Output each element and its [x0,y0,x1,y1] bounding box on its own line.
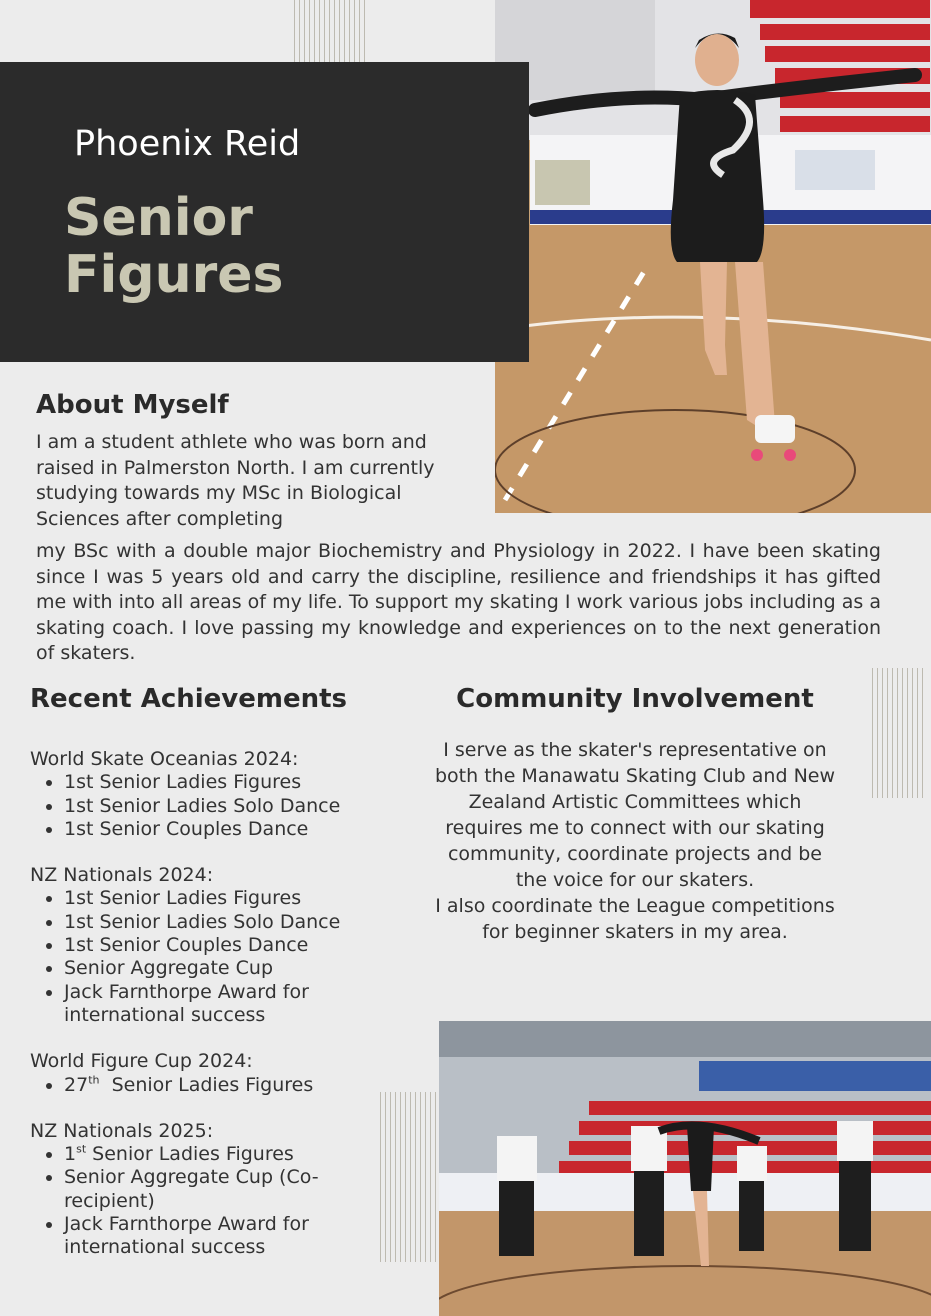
achievement-item: • Senior Aggregate Cup (Co-recipient) [64,1166,390,1213]
stripe-line [882,668,883,798]
stripe-line [922,668,923,798]
achievement-place: 1 [64,1143,77,1166]
achievement-items [30,1143,390,1259]
achievement-item [64,1143,390,1166]
achievement-group-title: World Figure Cup 2024: [30,1050,253,1073]
community-text [432,737,838,945]
achievement-event: Senior Ladies Figures [99,1073,314,1096]
about-paragraph-bottom: my BSc with a double major Biochemistry and Physiology in 2022. I have been skating since I was 5 years old and carry the discipline, resilience and friendships it has gifted me with into all areas of my life. To support my skating I work various jobs including as a skating coach. I love passing my knowledge and experiences on to the next generation of skaters. [36,540,881,664]
achievement-item: • 1st Senior Couples Dance [64,934,390,957]
stripe-line [907,668,908,798]
skater-judges-photo [439,1021,931,1316]
discipline-title [64,190,283,304]
achievement-group [30,748,390,841]
achievement-group-title: World Skate Oceanias 2024: [30,748,299,770]
achievement-item: • 1st Senior Ladies Figures [64,771,390,794]
athlete-name: Phoenix Reid [74,124,301,164]
community-paragraph-1: I serve as the skater's representative on both the Manawatu Skating Club and New Zealand Artistic Committees which requires me to connect with our skating community, coordinate projects and be the voice for our skaters. [434,739,836,891]
decorative-stripes-right [872,668,923,798]
stripe-line [420,1092,421,1262]
stripe-line [887,668,888,798]
stripe-line [917,668,918,798]
about-paragraph-top: I am a student athlete who was born and raised in Palmerston North. I am currently studying towards my MSc in Biological Sciences after completing [36,431,435,530]
achievement-ordinal: st [76,1142,87,1156]
skater-figure-photo [495,0,931,513]
about-heading: About Myself [36,390,229,420]
achievement-items [30,1074,390,1097]
achievement-item: • Jack Farnthorpe Award for international success [64,1213,390,1260]
stripe-line [897,668,898,798]
achievement-items [30,887,390,1027]
achievement-item: • 1st Senior Ladies Solo Dance [64,795,390,818]
achievement-group [30,1120,390,1260]
achievement-ordinal: th [88,1073,100,1087]
stripe-line [435,1092,436,1262]
community-paragraph-2: I also coordinate the League competitions for beginner skaters in my area. [435,895,835,943]
stripe-line [877,668,878,798]
stripe-line [912,668,913,798]
stripe-line [872,668,873,798]
achievement-place: 27 [64,1073,89,1096]
achievement-item: • Senior Aggregate Cup [64,957,390,980]
achievements-list [30,748,390,1283]
achievement-group-title: NZ Nationals 2025: [30,1119,214,1142]
stripe-line [415,1092,416,1262]
achievement-item: • 1st Senior Ladies Figures [64,887,390,910]
stripe-line [425,1092,426,1262]
achievement-group [30,864,390,1027]
stripe-line [430,1092,431,1262]
stripe-line [902,668,903,798]
discipline-line-2: Figures [64,245,284,305]
achievement-group-title: NZ Nationals 2024: [30,864,214,887]
achievement-items [30,771,390,841]
achievement-item: • 1st Senior Couples Dance [64,818,390,841]
stripe-line [390,1092,391,1262]
achievement-group [30,1050,390,1097]
stripe-line [892,668,893,798]
achievements-heading: Recent Achievements [30,684,348,714]
stripe-line [400,1092,401,1262]
achievement-event: Senior Ladies Figures [86,1143,294,1166]
achievement-item [64,1074,390,1097]
stripe-line [405,1092,406,1262]
stripe-line [395,1092,396,1262]
achievement-item: • Jack Farnthorpe Award for international success [64,981,390,1028]
stripe-line [410,1092,411,1262]
discipline-line-1: Senior [64,188,253,248]
achievement-item: • 1st Senior Ladies Solo Dance [64,911,390,934]
community-heading: Community Involvement [456,684,814,714]
